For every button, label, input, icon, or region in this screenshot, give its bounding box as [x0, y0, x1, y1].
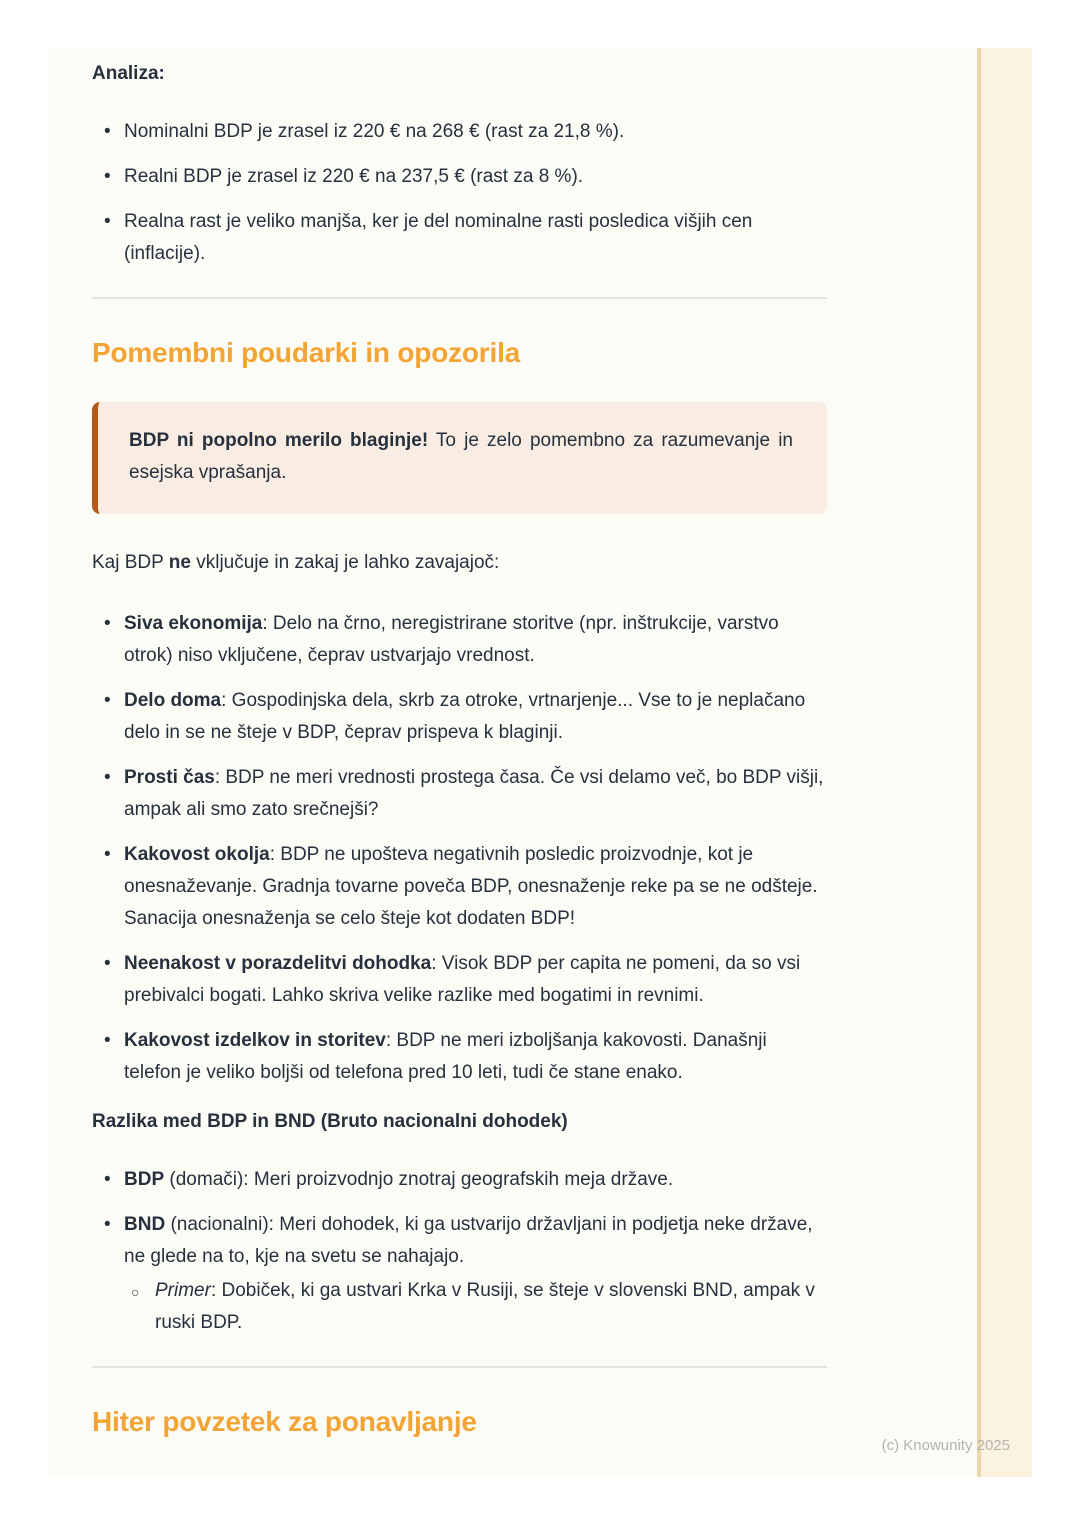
- intro-pre: Kaj BDP: [92, 552, 169, 573]
- right-margin-band: [981, 48, 1032, 1477]
- definition: : BDP ne meri vrednosti prostega časa. Če vsi delamo več, bo BDP višji, ampak ali smo zato srečnejši?: [124, 767, 824, 820]
- list-item: [92, 1209, 827, 1339]
- definition: (nacionalni): Meri dohodek, ki ga ustvarijo državljani in podjetja neke države, ne glede na to, kje na svetu se nahajajo.: [124, 1214, 813, 1267]
- copyright-watermark: (c) Knowunity 2025: [881, 1437, 1010, 1454]
- term: Delo doma: [124, 690, 222, 711]
- section-divider: [92, 1366, 827, 1368]
- callout-box: [92, 402, 827, 514]
- analysis-list: [92, 116, 827, 270]
- callout-text: To je zelo pomembno za razumevanje in esejska vprašanja.: [129, 430, 793, 483]
- comparison-list: [92, 1164, 827, 1339]
- list-item: [92, 839, 827, 935]
- list-item-text: Realni BDP je zrasel iz 220 € na 237,5 € (rast za 8 %).: [124, 166, 584, 187]
- intro-post: vključuje in zakaj je lahko zavajajoč:: [190, 552, 500, 573]
- definition: : Visok BDP per capita ne pomeni, da so vsi prebivalci bogati. Lahko skriva velike razlike med bogatimi in revnimi.: [124, 953, 801, 1006]
- list-item: [92, 948, 827, 1012]
- list-item: [92, 1025, 827, 1089]
- section-heading-highlights: Pomembni poudarki in opozorila: [92, 337, 521, 368]
- analysis-title: Analiza:: [92, 63, 165, 84]
- definition: : Delo na črno, neregistrirane storitve (npr. inštrukcije, varstvo otrok) niso vključene, čeprav ustvarjajo vrednost.: [124, 613, 779, 666]
- sub-list-item: [124, 1275, 827, 1339]
- comparison-heading: Razlika med BDP in BND (Bruto nacionalni dohodek): [92, 1111, 568, 1132]
- example-sublist: [124, 1275, 827, 1339]
- exclusions-intro: [92, 547, 827, 579]
- section-divider: [92, 297, 827, 299]
- right-margin-rule: [977, 48, 981, 1477]
- intro-bold: ne: [168, 552, 191, 573]
- term: BND: [124, 1214, 166, 1235]
- definition: (domači): Meri proizvodnjo znotraj geografskih meja države.: [164, 1169, 674, 1190]
- example-text: : Dobiček, ki ga ustvari Krka v Rusiji, se šteje v slovenski BND, ampak v ruski BDP.: [155, 1280, 815, 1333]
- document-page: [48, 48, 1032, 1477]
- callout-bold-text: BDP ni popolno merilo blaginje!: [129, 430, 429, 451]
- list-item: [92, 762, 827, 826]
- term: Siva ekonomija: [124, 613, 263, 634]
- exclusions-list: [92, 608, 827, 1089]
- list-item: [92, 206, 827, 270]
- list-item: [92, 608, 827, 672]
- list-item-text: Realna rast je veliko manjša, ker je del nominalne rasti posledica višjih cen (inflacije).: [124, 211, 753, 264]
- list-item: [92, 1164, 827, 1196]
- term: Kakovost okolja: [124, 844, 270, 865]
- page-content: [48, 48, 827, 1440]
- definition: : Gospodinjska dela, skrb za otroke, vrtnarjenje... Vse to je neplačano delo in se ne šteje v BDP, čeprav prispeva k blaginji.: [124, 690, 806, 743]
- definition: : BDP ne meri izboljšanja kakovosti. Današnji telefon je veliko boljši od telefona pred 10 leti, tudi če stane enako.: [124, 1030, 767, 1083]
- section-heading-summary: Hiter povzetek za ponavljanje: [92, 1406, 477, 1437]
- term: Kakovost izdelkov in storitev: [124, 1030, 386, 1051]
- term: Prosti čas: [124, 767, 215, 788]
- term: Neenakost v porazdelitvi dohodka: [124, 953, 432, 974]
- term: BDP: [124, 1169, 165, 1190]
- definition: : BDP ne upošteva negativnih posledic proizvodnje, kot je onesnaževanje. Gradnja tovarne poveča BDP, onesnaženje reke pa se ne odšteje. Sanacija onesnaženja se celo šteje kot dodaten BDP!: [124, 844, 818, 929]
- list-item: [92, 161, 827, 193]
- example-label: Primer: [155, 1280, 211, 1301]
- list-item-text: Nominalni BDP je zrasel iz 220 € na 268 € (rast za 21,8 %).: [124, 121, 625, 142]
- list-item: [92, 116, 827, 148]
- list-item: [92, 685, 827, 749]
